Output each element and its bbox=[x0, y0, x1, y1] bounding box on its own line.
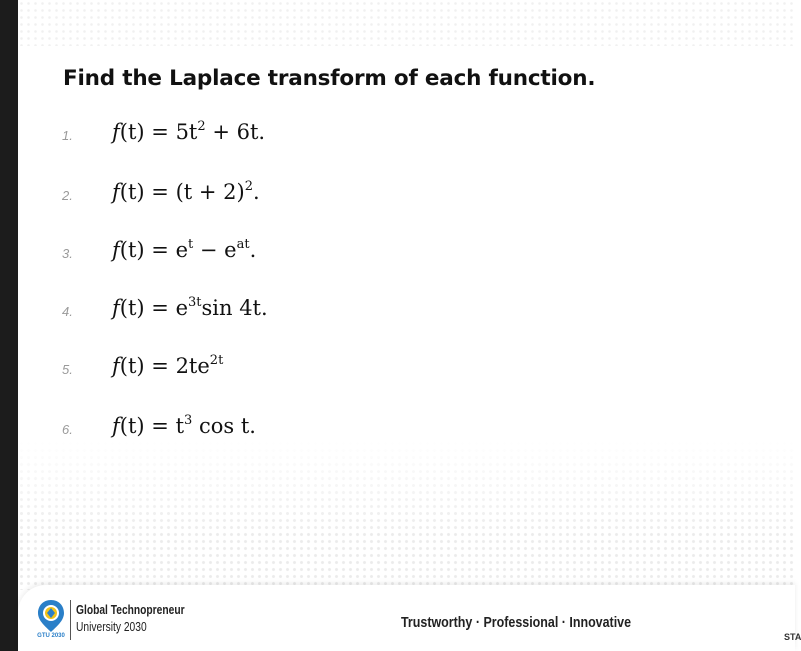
problem-number: 3. bbox=[62, 246, 73, 261]
window-left-edge bbox=[0, 0, 18, 651]
problem-number: 4. bbox=[62, 304, 73, 319]
problem-number: 1. bbox=[62, 128, 73, 143]
problem-number: 5. bbox=[62, 362, 73, 377]
problem-number: 2. bbox=[62, 188, 73, 203]
slide-footer bbox=[18, 585, 801, 651]
problem-number: 6. bbox=[62, 422, 73, 437]
problem-equation: $f(t) = (t + 2)^2$. bbox=[112, 179, 260, 204]
university-name: Global Technopreneur University 2030 bbox=[76, 603, 185, 634]
problem-equation: $f(t) = e^{3t}\sin$ 4t. bbox=[112, 295, 268, 320]
problem-equation: $f(t) = t^3$ cos t. bbox=[112, 413, 256, 438]
problem-equation: $f(t) = e^t - e^{at}$. bbox=[112, 237, 257, 262]
university-tagline: Trustworthy · Professional · Innovative bbox=[401, 615, 632, 631]
slide bbox=[18, 0, 801, 651]
logo-divider bbox=[70, 600, 71, 640]
slide-title: Find the Laplace transform of each function. bbox=[63, 66, 596, 91]
dotted-pattern-top bbox=[18, 0, 795, 46]
dotted-pattern-bottom bbox=[18, 440, 795, 590]
problem-equation: $f(t) = 5t^2 + 6t$. bbox=[112, 119, 266, 144]
university-logo-icon bbox=[36, 599, 66, 643]
problem-equation: $f(t) = 2te^{2t}$ bbox=[112, 353, 224, 378]
corner-label: STA bbox=[784, 632, 801, 642]
logo-text: GTU 2030 bbox=[37, 633, 65, 639]
